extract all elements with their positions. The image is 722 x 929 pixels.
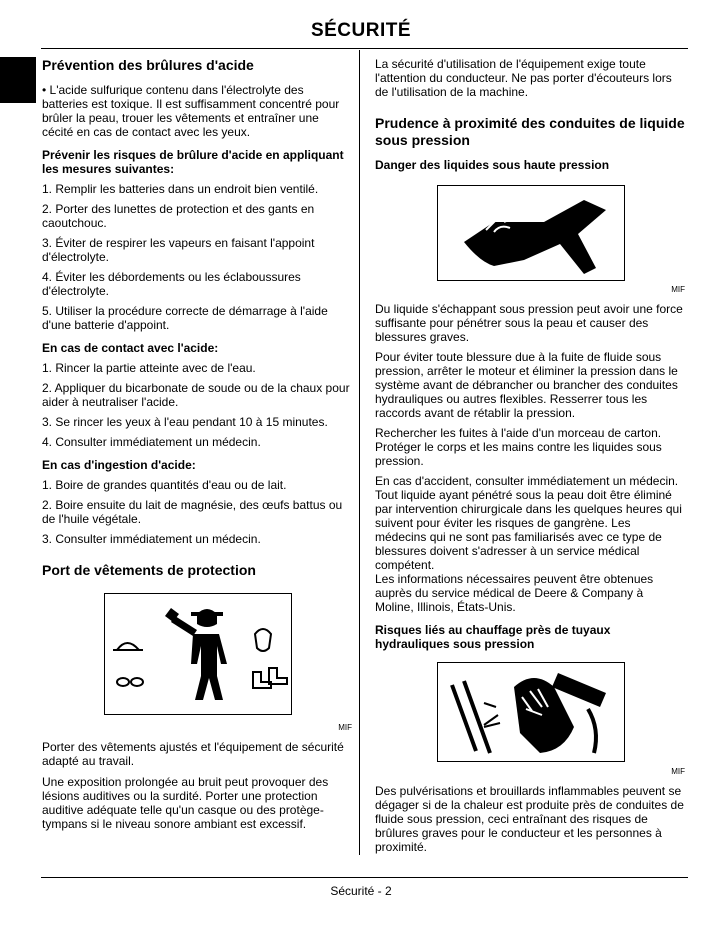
column-divider <box>359 50 360 855</box>
acid-section-title: Prévention des brûlures d'acide <box>42 57 254 73</box>
list-item: 3. Se rincer les yeux à l'eau pendant 10 à 15 minutes. <box>42 415 328 429</box>
ingest-heading: En cas d'ingestion d'acide: <box>42 458 196 472</box>
acid-intro: • L'acide sulfurique contenu dans l'électrolyte des batteries est toxique. Il est suffisamment concentré pour brûler la peau, trouer les vêtements et entraîner une cécité en cas de contact avec les yeux. <box>42 83 340 139</box>
left-column <box>42 57 352 831</box>
list-item: 1. Boire de grandes quantités d'eau ou de lait. <box>42 478 287 492</box>
clothing-paragraph: Une exposition prolongée au bruit peut provoquer des lésions auditives ou la surdité. Porter une protection auditive adéquate telle qu'un casque ou des protège-tympans si le niveau sonore ambiant est excessif. <box>42 775 329 831</box>
clothing-paragraph: Porter des vêtements ajustés et l'équipement de sécurité adapté au travail. <box>42 740 344 768</box>
right-column <box>375 57 685 854</box>
high-pressure-heading: Danger des liquides sous haute pression <box>375 158 610 172</box>
header-rule <box>41 48 688 49</box>
high-pressure-paragraph: Rechercher les fuites à l'aide d'un morceau de carton. Protéger le corps et les mains contre les liquides sous pression. <box>375 426 662 468</box>
list-item: 3. Éviter de respirer les vapeurs en faisant l'appoint d'électrolyte. <box>42 236 315 264</box>
heat-hazard-figure <box>437 662 625 762</box>
list-item: 1. Remplir les batteries dans un endroit bien ventilé. <box>42 182 319 196</box>
clothing-section-title: Port de vêtements de protection <box>42 562 256 578</box>
protective-gear-figure <box>104 593 292 715</box>
contact-heading: En cas de contact avec l'acide: <box>42 341 219 355</box>
high-pressure-paragraph: En cas d'accident, consulter immédiatement un médecin. Tout liquide ayant pénétré sous la peau doit être éliminé par intervention chirurgicale dans les quelques heures qui suivent pour éviter les risques de gangrène. Les médecins qui ne sont pas familiarisés avec ce type de blessures doivent s'adresser à un service médical compétent. <box>375 474 682 572</box>
safety-paragraph: La sécurité d'utilisation de l'équipement exige toute l'attention du conducteur. Ne pas porter d'écouteurs lors de l'utilisation de la machine. <box>375 57 672 99</box>
high-pressure-paragraph: Les informations nécessaires peuvent être obtenues auprès du service médical de Deere & Company à Moline, Illinois, États-Unis. <box>375 572 654 614</box>
fluid-jet-illustration <box>438 186 624 280</box>
heat-hazard-paragraph: Des pulvérisations et brouillards inflammables peuvent se dégager si de la chaleur est produite près de conduites de fluide sous pression, ceci entraînant des risques de brûlures graves pour le conducteur et les personnes à proximité. <box>375 784 684 854</box>
page-footer: Sécurité - 2 <box>330 884 392 898</box>
torch-hose-illustration <box>438 663 624 761</box>
list-item: 3. Consulter immédiatement un médecin. <box>42 532 261 546</box>
list-item: 1. Rincer la partie atteinte avec de l'eau. <box>42 361 256 375</box>
high-pressure-paragraph: Pour éviter toute blessure due à la fuite de fluide sous pression, arrêter le moteur et éliminer la pression dans le système avant de débrancher ou brancher des conduites hydrauliques ou autres flexibles. Resserrer tous les raccords avant de rétablir la pression. <box>375 350 678 420</box>
list-item: 4. Consulter immédiatement un médecin. <box>42 435 261 449</box>
high-pressure-figure <box>437 185 625 281</box>
list-item: 2. Appliquer du bicarbonate de soude ou de la chaux pour aider à neutraliser l'acide. <box>42 381 350 409</box>
heat-hazard-heading: Risques liés au chauffage près de tuyaux hydrauliques sous pression <box>375 623 611 651</box>
figure-code: MIF <box>338 723 352 732</box>
list-item: 2. Boire ensuite du lait de magnésie, des œufs battus ou de l'huile végétale. <box>42 498 343 526</box>
fluid-section-title: Prudence à proximité des conduites de liquide sous pression <box>375 115 685 148</box>
figure-code: MIF <box>671 767 685 776</box>
footer-rule <box>41 877 688 878</box>
page-title: SÉCURITÉ <box>310 20 412 41</box>
list-item: 4. Éviter les débordements ou les éclaboussures d'électrolyte. <box>42 270 301 298</box>
high-pressure-paragraph: Du liquide s'échappant sous pression peut avoir une force suffisante pour pénétrer sous la peau et causer des blessures graves. <box>375 302 683 344</box>
list-item: 2. Porter des lunettes de protection et des gants en caoutchouc. <box>42 202 315 230</box>
figure-code: MIF <box>671 285 685 294</box>
prevent-heading: Prévenir les risques de brûlure d'acide en appliquant les mesures suivantes: <box>42 148 344 176</box>
list-item: 5. Utiliser la procédure correcte de démarrage à l'aide d'une batterie d'appoint. <box>42 304 328 332</box>
section-tab-marker <box>0 57 36 103</box>
protective-gear-illustration <box>105 594 291 714</box>
